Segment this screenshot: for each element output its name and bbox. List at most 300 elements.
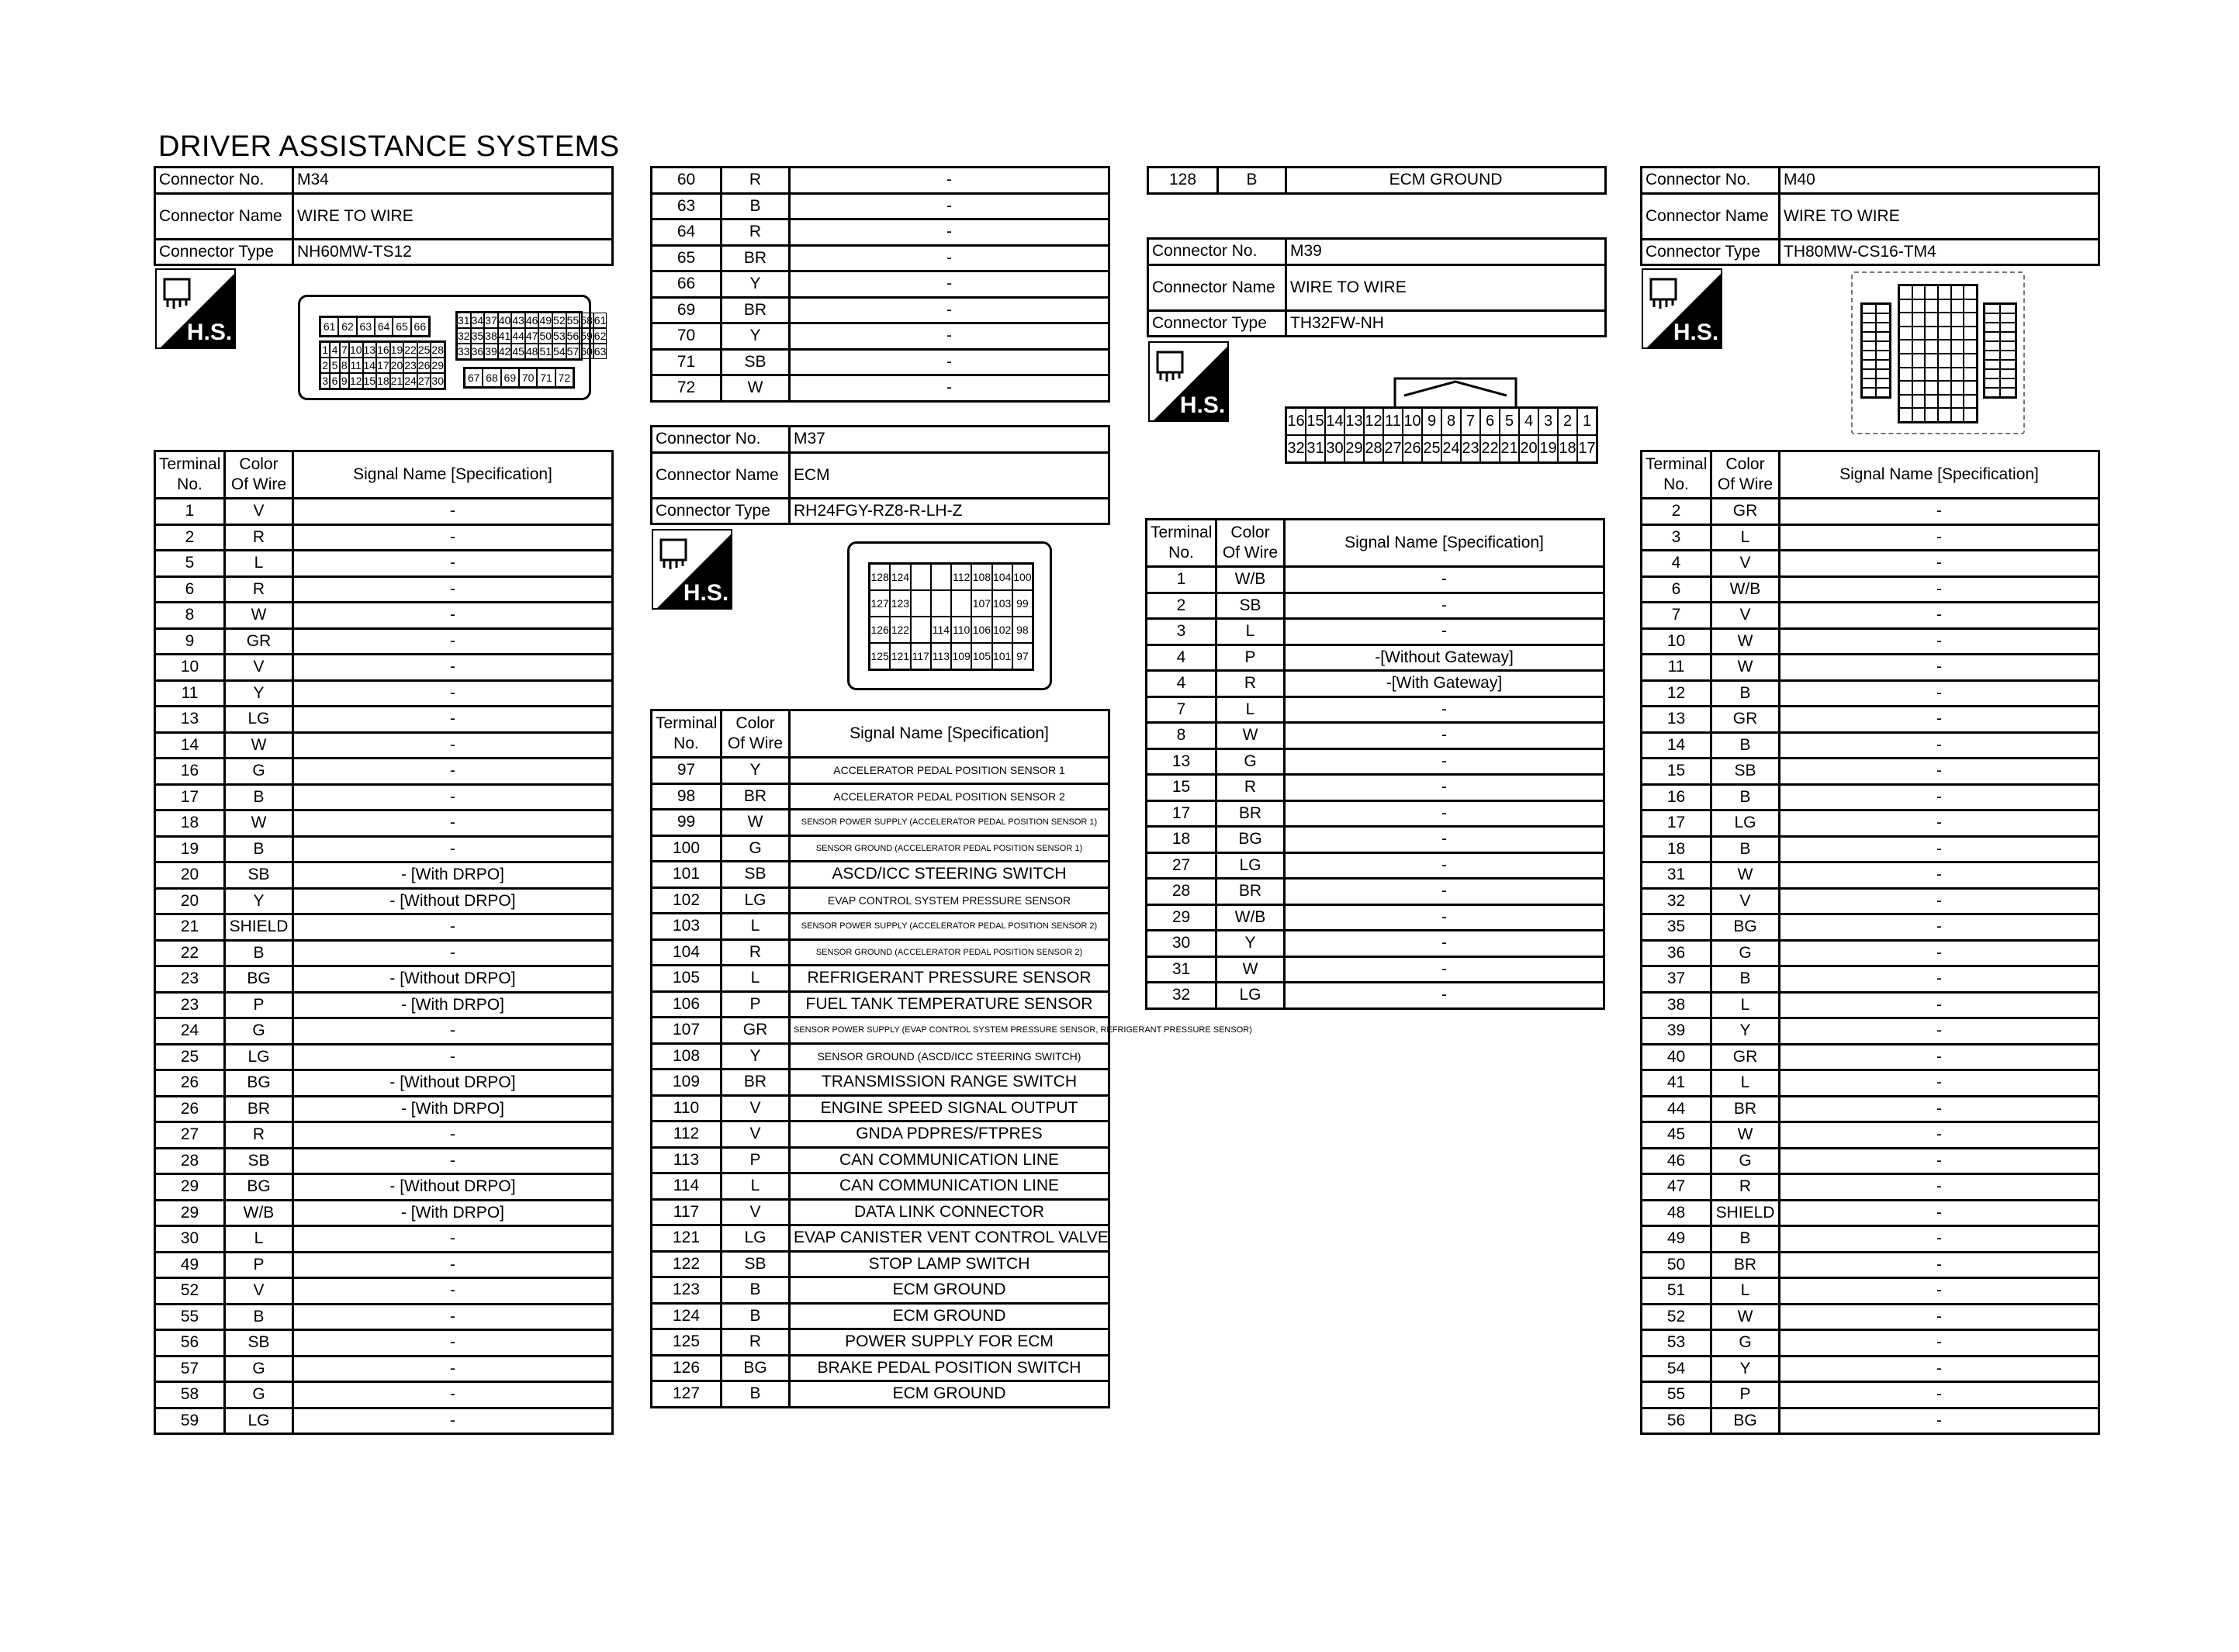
connector-pin: 99 bbox=[1012, 590, 1033, 617]
terminal-no-cell: 3 bbox=[1147, 619, 1216, 645]
wire-color-cell: B bbox=[1711, 1226, 1780, 1253]
connector-pin bbox=[1985, 388, 2000, 397]
connector-pin bbox=[1938, 381, 1951, 395]
wire-color-cell: L bbox=[722, 914, 790, 940]
table-row bbox=[1147, 593, 1604, 619]
table-row bbox=[1642, 1278, 2099, 1305]
signal-name-cell: - bbox=[293, 1356, 613, 1382]
terminal-no-cell: 29 bbox=[155, 1200, 225, 1226]
signal-name-cell: - bbox=[1285, 748, 1604, 775]
signal-name-cell: - [With DRPO] bbox=[293, 862, 613, 889]
connector-pin bbox=[1985, 323, 2000, 332]
wire-color-cell: G bbox=[1711, 940, 1780, 966]
terminal-no-cell: 12 bbox=[1642, 680, 1711, 707]
table-row bbox=[155, 524, 613, 551]
connector-pin bbox=[1876, 341, 1890, 351]
wire-color-cell: R bbox=[225, 576, 293, 603]
terminal-no-cell: 18 bbox=[155, 810, 225, 837]
terminal-no-cell: 7 bbox=[1642, 603, 1711, 629]
connector-pin bbox=[2000, 341, 2016, 351]
table-row bbox=[155, 628, 613, 655]
connector-pin bbox=[1862, 332, 1876, 341]
terminal-no-cell: 5 bbox=[155, 551, 225, 577]
terminal-no-cell: 4 bbox=[1642, 551, 1711, 577]
terminal-no-cell: 30 bbox=[1147, 931, 1216, 957]
signal-name-cell: BRAKE PEDAL POSITION SWITCH bbox=[790, 1355, 1109, 1381]
wire-color-cell: V bbox=[225, 655, 293, 681]
wire-color-cell: BG bbox=[1216, 827, 1285, 853]
table-row bbox=[652, 783, 1109, 810]
connector-pin bbox=[1925, 340, 1938, 354]
signal-name-cell: - bbox=[1780, 524, 2099, 551]
table-row bbox=[1642, 1096, 2099, 1122]
table-row bbox=[155, 966, 613, 993]
connector-pin bbox=[1985, 304, 2000, 313]
m37-connector-no: M37 bbox=[790, 427, 1109, 453]
connector-pin bbox=[1951, 299, 1964, 313]
connector-pin: 113 bbox=[931, 643, 951, 669]
connector-pin bbox=[1951, 327, 1964, 340]
signal-name-cell: - bbox=[1780, 810, 2099, 837]
terminal-no-cell: 69 bbox=[652, 297, 722, 323]
wire-color-cell: W/B bbox=[1711, 576, 1780, 603]
signal-name-cell: - bbox=[293, 836, 613, 862]
connector-pin bbox=[1951, 368, 1964, 382]
connector-pin bbox=[1938, 285, 1951, 299]
connector-pin bbox=[1899, 285, 1912, 299]
table-row bbox=[652, 1199, 1109, 1225]
terminal-no-header: Terminal No. bbox=[652, 710, 722, 758]
terminal-no-cell: 45 bbox=[1642, 1122, 1711, 1149]
connector-pin bbox=[1876, 369, 1890, 378]
signal-name-cell: ECM GROUND bbox=[790, 1381, 1109, 1408]
m34-pin-block-bottom: 67 68 69 70 71 72 bbox=[463, 367, 575, 389]
connector-pin: 98 bbox=[1012, 617, 1033, 643]
table-row bbox=[652, 271, 1109, 298]
wire-color-cell: W bbox=[225, 603, 293, 629]
terminal-no-cell: 16 bbox=[1642, 784, 1711, 810]
connector-pin bbox=[1912, 381, 1926, 395]
connector-pin: 26 bbox=[1403, 435, 1422, 462]
signal-name-cell: ECM GROUND bbox=[790, 1303, 1109, 1329]
terminal-no-cell: 11 bbox=[155, 680, 225, 707]
terminal-no-cell: 98 bbox=[652, 783, 722, 810]
wire-color-cell: B bbox=[1711, 732, 1780, 759]
signal-name-header: Signal Name [Specification] bbox=[790, 710, 1109, 758]
terminal-no-cell: 103 bbox=[652, 914, 722, 940]
terminal-no-cell: 17 bbox=[155, 784, 225, 810]
connector-pin bbox=[931, 590, 951, 617]
table-row bbox=[1147, 827, 1604, 853]
connector-pin bbox=[1912, 354, 1926, 368]
wire-color-cell: Y bbox=[225, 888, 293, 914]
connector-pin bbox=[1951, 408, 1964, 422]
connector-pin bbox=[1862, 304, 1876, 313]
terminal-no-cell: 4 bbox=[1147, 645, 1216, 671]
signal-name-cell: SENSOR GROUND (ACCELERATOR PEDAL POSITION SENSOR 1) bbox=[790, 835, 1109, 862]
signal-name-cell: SENSOR POWER SUPPLY (ACCELERATOR PEDAL POSITION SENSOR 2) bbox=[790, 914, 1109, 940]
signal-name-cell: FUEL TANK TEMPERATURE SENSOR bbox=[790, 991, 1109, 1018]
connector-pin: 106 bbox=[971, 617, 991, 643]
terminal-no-cell: 23 bbox=[155, 966, 225, 993]
connector-pin bbox=[1964, 395, 1977, 409]
connector-pin bbox=[1925, 395, 1938, 409]
connector-pin: 110 bbox=[951, 617, 971, 643]
m40-connector-no: M40 bbox=[1780, 168, 2099, 194]
m40-info-table bbox=[1640, 166, 2100, 266]
m34-pin-block-left: 61 62 63 64 65 66 bbox=[319, 316, 431, 337]
connector-pin bbox=[1862, 369, 1876, 378]
connector-pin: 104 bbox=[992, 564, 1012, 590]
signal-name-cell: - bbox=[1285, 593, 1604, 619]
wire-color-cell: B bbox=[1218, 168, 1286, 194]
wire-color-cell: SHIELD bbox=[1711, 1200, 1780, 1226]
harness-side-icon bbox=[1642, 268, 1722, 349]
terminal-no-header: Terminal No. bbox=[1147, 520, 1216, 567]
connector-pin bbox=[1862, 313, 1876, 323]
wire-color-cell: V bbox=[722, 1121, 790, 1148]
table-row bbox=[155, 888, 613, 914]
signal-name-cell: - [With DRPO] bbox=[293, 1200, 613, 1226]
connector-pin bbox=[1899, 381, 1912, 395]
wire-color-cell: Y bbox=[1216, 931, 1285, 957]
color-of-wire-header: Color Of Wire bbox=[1216, 520, 1285, 567]
wire-color-cell: SHIELD bbox=[225, 914, 293, 941]
table-row bbox=[155, 680, 613, 707]
table-row bbox=[652, 758, 1109, 784]
m39-pin-grid bbox=[1285, 406, 1598, 464]
terminal-no-cell: 29 bbox=[1147, 904, 1216, 931]
wire-color-cell: G bbox=[1711, 1148, 1780, 1174]
terminal-no-cell: 14 bbox=[155, 732, 225, 759]
connector-type-label: Connector Type bbox=[1642, 239, 1780, 265]
terminal-no-cell: 24 bbox=[155, 1018, 225, 1045]
terminal-no-cell: 56 bbox=[155, 1330, 225, 1357]
connector-pin: 31 bbox=[1306, 435, 1325, 462]
signal-name-cell: - bbox=[293, 1330, 613, 1357]
wire-color-cell: R bbox=[1216, 775, 1285, 801]
connector-pin bbox=[1899, 354, 1912, 368]
connector-pin bbox=[2000, 313, 2016, 323]
connector-no-label: Connector No. bbox=[652, 427, 790, 453]
wire-color-cell: G bbox=[225, 1382, 293, 1408]
connector-pin: 17 bbox=[1577, 435, 1597, 462]
table-row bbox=[1147, 904, 1604, 931]
connector-pin bbox=[2000, 360, 2016, 369]
signal-name-cell: - bbox=[293, 1044, 613, 1070]
terminal-no-cell: 36 bbox=[1642, 940, 1711, 966]
wire-color-cell: SB bbox=[722, 349, 790, 375]
table-row bbox=[1642, 810, 2099, 837]
connector-pin bbox=[1938, 368, 1951, 382]
wire-color-cell: BR bbox=[722, 245, 790, 271]
terminal-no-cell: 54 bbox=[1642, 1356, 1711, 1382]
connector-pin bbox=[1938, 299, 1951, 313]
wire-color-cell: Y bbox=[225, 680, 293, 707]
terminal-no-cell: 101 bbox=[652, 862, 722, 888]
connector-pin: 4 bbox=[1519, 408, 1538, 435]
connector-pin: 102 bbox=[992, 617, 1012, 643]
signal-name-cell: - bbox=[1780, 576, 2099, 603]
m34-connector-no: M34 bbox=[293, 168, 613, 194]
terminal-no-cell: 2 bbox=[1147, 593, 1216, 619]
table-row bbox=[1147, 671, 1604, 697]
terminal-no-cell: 51 bbox=[1642, 1278, 1711, 1305]
table-row bbox=[1642, 1226, 2099, 1253]
wire-color-cell: SB bbox=[1711, 759, 1780, 785]
table-row bbox=[1642, 1044, 2099, 1070]
table-row bbox=[652, 245, 1109, 271]
connector-pin bbox=[2000, 369, 2016, 378]
wire-color-cell: B bbox=[722, 1277, 790, 1304]
connector-pin bbox=[1899, 327, 1912, 340]
connector-pin: 19 bbox=[1538, 435, 1558, 462]
connector-pin: 114 bbox=[931, 617, 951, 643]
table-row bbox=[155, 1330, 613, 1357]
m39-connector-no: M39 bbox=[1286, 239, 1606, 265]
terminal-no-cell: 48 bbox=[1642, 1200, 1711, 1226]
connector-pin bbox=[2000, 323, 2016, 332]
signal-name-cell: - bbox=[1780, 1382, 2099, 1408]
table-row bbox=[155, 1174, 613, 1201]
table-row bbox=[652, 168, 1109, 194]
wire-color-cell: W bbox=[225, 732, 293, 759]
terminal-no-cell: 112 bbox=[652, 1121, 722, 1148]
signal-name-cell: - bbox=[1780, 1330, 2099, 1357]
connector-pin bbox=[1938, 340, 1951, 354]
connector-pin bbox=[1925, 354, 1938, 368]
table-row bbox=[1147, 800, 1604, 827]
connector-pin bbox=[1912, 327, 1926, 340]
table-row bbox=[155, 707, 613, 733]
signal-name-cell: - bbox=[1780, 1122, 2099, 1149]
wire-color-cell: BG bbox=[1711, 914, 1780, 941]
terminal-no-cell: 52 bbox=[1642, 1304, 1711, 1330]
signal-name-cell: - bbox=[293, 1122, 613, 1149]
table-row bbox=[1642, 1382, 2099, 1408]
signal-name-header: Signal Name [Specification] bbox=[1780, 451, 2099, 499]
wire-color-cell: V bbox=[225, 1278, 293, 1305]
signal-name-header: Signal Name [Specification] bbox=[293, 451, 613, 499]
signal-name-cell: - bbox=[1780, 680, 2099, 707]
terminal-no-cell: 9 bbox=[155, 628, 225, 655]
connector-pin bbox=[1876, 388, 1890, 397]
table-row bbox=[652, 1381, 1109, 1408]
connector-pin bbox=[1925, 313, 1938, 327]
table-row bbox=[1642, 888, 2099, 914]
signal-name-cell: - bbox=[1780, 655, 2099, 681]
wire-color-cell: R bbox=[225, 1122, 293, 1149]
connector-pin bbox=[2000, 332, 2016, 341]
terminal-no-cell: 17 bbox=[1642, 810, 1711, 837]
table-row bbox=[1642, 1122, 2099, 1149]
wire-color-cell: G bbox=[225, 1356, 293, 1382]
m39-connector-name: WIRE TO WIRE bbox=[1286, 264, 1606, 310]
wire-color-cell: B bbox=[225, 1304, 293, 1330]
connector-pin: 117 bbox=[911, 643, 931, 669]
terminal-no-cell: 55 bbox=[155, 1304, 225, 1330]
signal-name-cell: DATA LINK CONNECTOR bbox=[790, 1199, 1109, 1225]
signal-name-cell: - bbox=[293, 628, 613, 655]
table-row bbox=[1147, 696, 1604, 723]
signal-name-cell: - bbox=[1780, 1304, 2099, 1330]
wire-color-cell: BG bbox=[225, 1070, 293, 1097]
connector-pin bbox=[911, 617, 931, 643]
signal-name-cell: - bbox=[293, 810, 613, 837]
connector-pin: 12 bbox=[1364, 408, 1383, 435]
wire-color-cell: Y bbox=[722, 758, 790, 784]
terminal-no-cell: 49 bbox=[155, 1252, 225, 1278]
table-row bbox=[652, 375, 1109, 402]
connector-pin bbox=[1938, 395, 1951, 409]
wire-color-cell: G bbox=[225, 1018, 293, 1045]
terminal-no-cell: 15 bbox=[1642, 759, 1711, 785]
wire-color-cell: W bbox=[1711, 862, 1780, 889]
m40-pin-block-right bbox=[1983, 302, 2017, 399]
signal-name-cell: - bbox=[1780, 603, 2099, 629]
signal-name-cell: - bbox=[1285, 775, 1604, 801]
terminal-no-cell: 49 bbox=[1642, 1226, 1711, 1253]
table-row bbox=[1147, 748, 1604, 775]
terminal-no-cell: 107 bbox=[652, 1018, 722, 1044]
table-row bbox=[1147, 879, 1604, 905]
connector-name-label: Connector Name bbox=[1642, 193, 1780, 239]
table-row bbox=[155, 810, 613, 837]
wire-color-cell: L bbox=[1711, 1278, 1780, 1305]
connector-pin: 124 bbox=[890, 564, 910, 590]
table-row bbox=[155, 1200, 613, 1226]
signal-name-cell: ENGINE SPEED SIGNAL OUTPUT bbox=[790, 1095, 1109, 1121]
signal-name-cell: - bbox=[293, 759, 613, 785]
connector-pin: 121 bbox=[890, 643, 910, 669]
wire-color-cell: GR bbox=[722, 1018, 790, 1044]
table-row bbox=[652, 1043, 1109, 1070]
m34-connector-type: NH60MW-TS12 bbox=[293, 239, 613, 265]
table-row bbox=[155, 1018, 613, 1045]
connector-pin: 108 bbox=[971, 564, 991, 590]
connector-pin bbox=[1985, 360, 2000, 369]
connector-pin bbox=[1912, 395, 1926, 409]
connector-pin bbox=[1925, 381, 1938, 395]
signal-name-cell: - bbox=[1285, 696, 1604, 723]
table-row bbox=[155, 1096, 613, 1122]
connector-no-label: Connector No. bbox=[1642, 168, 1780, 194]
table-row bbox=[652, 349, 1109, 375]
terminal-no-cell: 40 bbox=[1642, 1044, 1711, 1070]
connector-pin bbox=[1951, 395, 1964, 409]
connector-pin: 109 bbox=[951, 643, 971, 669]
signal-name-cell: - bbox=[790, 323, 1109, 350]
wire-color-cell: P bbox=[722, 1147, 790, 1173]
m40-connector-type: TH80MW-CS16-TM4 bbox=[1780, 239, 2099, 265]
wire-color-cell: Y bbox=[722, 1043, 790, 1070]
terminal-no-cell: 60 bbox=[652, 168, 722, 194]
terminal-no-cell: 52 bbox=[155, 1278, 225, 1305]
table-row bbox=[652, 835, 1109, 862]
signal-name-cell: - bbox=[293, 1252, 613, 1278]
table-row bbox=[652, 887, 1109, 914]
table-row bbox=[155, 1122, 613, 1149]
terminal-no-cell: 16 bbox=[155, 759, 225, 785]
wire-color-cell: LG bbox=[1216, 983, 1285, 1009]
wire-color-cell: BG bbox=[225, 966, 293, 993]
wire-color-cell: BG bbox=[225, 1174, 293, 1201]
wire-color-cell: BR bbox=[1711, 1096, 1780, 1122]
table-row bbox=[1147, 619, 1604, 645]
connector-pin: 9 bbox=[1422, 408, 1441, 435]
signal-name-cell: - bbox=[1780, 836, 2099, 862]
wire-color-cell: GR bbox=[225, 628, 293, 655]
table-row bbox=[155, 1304, 613, 1330]
wire-color-cell: L bbox=[1711, 1070, 1780, 1097]
m39-terminal-table bbox=[1145, 518, 1605, 1010]
signal-name-cell: - bbox=[293, 1408, 613, 1434]
signal-name-cell: - bbox=[1780, 1174, 2099, 1201]
table-row bbox=[1148, 168, 1606, 194]
terminal-no-cell: 66 bbox=[652, 271, 722, 298]
connector-pin bbox=[1951, 340, 1964, 354]
table-row bbox=[155, 1226, 613, 1253]
terminal-no-cell: 21 bbox=[155, 914, 225, 941]
signal-name-cell: - bbox=[293, 603, 613, 629]
terminal-no-cell: 17 bbox=[1147, 800, 1216, 827]
wire-color-cell: B bbox=[225, 784, 293, 810]
signal-name-cell: - bbox=[293, 680, 613, 707]
wire-color-cell: R bbox=[722, 168, 790, 194]
table-row bbox=[652, 914, 1109, 940]
m34-terminal-table-continued bbox=[650, 166, 1110, 403]
table-row bbox=[1642, 940, 2099, 966]
signal-name-cell: - [With DRPO] bbox=[293, 1096, 613, 1122]
connector-pin bbox=[1925, 368, 1938, 382]
table-row bbox=[652, 297, 1109, 323]
wire-color-cell: SB bbox=[225, 1330, 293, 1357]
table-row bbox=[155, 732, 613, 759]
connector-pin bbox=[1951, 313, 1964, 327]
signal-name-cell: - bbox=[293, 1226, 613, 1253]
table-row bbox=[155, 940, 613, 966]
terminal-no-cell: 65 bbox=[652, 245, 722, 271]
terminal-no-cell: 6 bbox=[1642, 576, 1711, 603]
terminal-no-cell: 18 bbox=[1642, 836, 1711, 862]
connector-pin bbox=[1862, 341, 1876, 351]
terminal-no-header: Terminal No. bbox=[1642, 451, 1711, 499]
wire-color-cell: LG bbox=[722, 1225, 790, 1252]
m34-connector-name: WIRE TO WIRE bbox=[293, 193, 613, 239]
connector-pin bbox=[1951, 354, 1964, 368]
m37-connector-name: ECM bbox=[790, 452, 1109, 498]
signal-name-cell: - bbox=[1780, 992, 2099, 1018]
terminal-no-cell: 13 bbox=[155, 707, 225, 733]
wire-color-cell: W bbox=[1711, 655, 1780, 681]
table-row bbox=[652, 991, 1109, 1018]
signal-name-cell: - bbox=[293, 784, 613, 810]
signal-name-cell: - bbox=[1285, 904, 1604, 931]
table-row bbox=[652, 1329, 1109, 1356]
table-row bbox=[1642, 759, 2099, 785]
signal-name-cell: - bbox=[293, 551, 613, 577]
signal-name-cell: - bbox=[1780, 1148, 2099, 1174]
wire-color-cell: V bbox=[1711, 551, 1780, 577]
connector-pin: 128 bbox=[870, 564, 890, 590]
svg-text:H.S.: H.S. bbox=[1179, 392, 1226, 418]
signal-name-cell: SENSOR GROUND (ASCD/ICC STEERING SWITCH) bbox=[790, 1043, 1109, 1070]
signal-name-cell: - bbox=[1780, 1226, 2099, 1253]
connector-pin: 30 bbox=[1325, 435, 1344, 462]
m40-pin-block-center bbox=[1898, 284, 1978, 423]
connector-pin: 20 bbox=[1519, 435, 1538, 462]
table-row bbox=[652, 1018, 1109, 1044]
